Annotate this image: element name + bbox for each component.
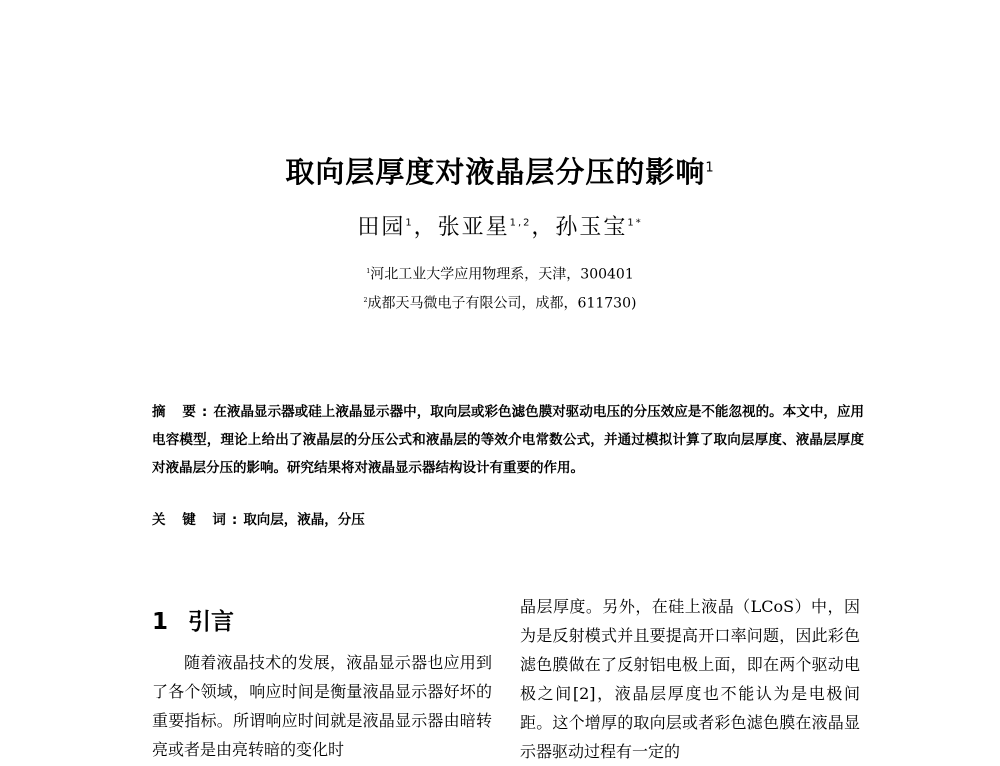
- abstract-text: 在液晶显示器或硅上液晶显示器中，取向层或彩色滤色膜对驱动电压的分压效应是不能忽视的。本文中，应用电容模型，理论上给出了液晶层的分压公式和液晶层的等效介电常数公式，并通过模拟计算了取向层厚度、液晶层厚度对液晶层分压的影响。研究结果将对液晶显示器结构设计有重要的作用。: [152, 404, 865, 476]
- paper-title-text: 取向层厚度对液晶层分压的影响: [285, 155, 706, 189]
- paper-title: [0, 150, 1000, 191]
- affiliation-line: [0, 288, 1000, 317]
- abstract: [152, 398, 864, 482]
- body-paragraph: 随着液晶技术的发展，液晶显示器也应用到了各个领域，响应时间是衡量液晶显示器好坏的重要指标。所谓响应时间就是液晶显示器由暗转亮或者是由亮转暗的变化时: [152, 653, 492, 759]
- affiliation-mark: 2: [363, 296, 368, 304]
- author-affiliation-mark: 1*: [627, 217, 643, 229]
- author-name: 张亚星: [437, 215, 510, 240]
- author-name: 孙玉宝: [555, 215, 628, 240]
- body-column-left: [152, 648, 492, 764]
- body-column-right: [520, 592, 860, 766]
- section-number: 1: [152, 609, 169, 635]
- author-line: [0, 210, 1000, 241]
- author-affiliation-mark: 1: [405, 217, 414, 229]
- section-title: 引言: [188, 609, 235, 635]
- affiliation-text: 河北工业大学应用物理系，天津，300401: [370, 266, 634, 283]
- author-separator: ，: [413, 215, 438, 240]
- keywords: [152, 506, 864, 534]
- keywords-text: 取向层，液晶，分压: [243, 512, 365, 528]
- author-separator: ，: [531, 215, 556, 240]
- affiliation-text: 成都天马微电子有限公司，成都，611730): [367, 295, 637, 312]
- affiliations: [0, 259, 1000, 316]
- abstract-label: 摘 要:: [152, 404, 214, 420]
- section-heading: [152, 603, 234, 636]
- affiliation-mark: 1: [366, 268, 371, 275]
- title-footnote-mark: 1: [705, 160, 715, 176]
- author-affiliation-mark: 1,2: [509, 217, 532, 229]
- affiliation-line: [0, 259, 1000, 288]
- keywords-label: 关 键 词:: [152, 512, 244, 528]
- body-paragraph: 晶层厚度。另外，在硅上液晶（LCoS）中，因为是反射模式并且要提高开口率问题，因此彩色滤色膜做在了反射铝电极上面，即在两个驱动电极之间[2]，液晶层厚度也不能认为是电极间距。这个增厚的取向层或者彩色滤色膜在液晶显示器驱动过程有一定的: [520, 597, 860, 761]
- author-name: 田园: [357, 215, 406, 240]
